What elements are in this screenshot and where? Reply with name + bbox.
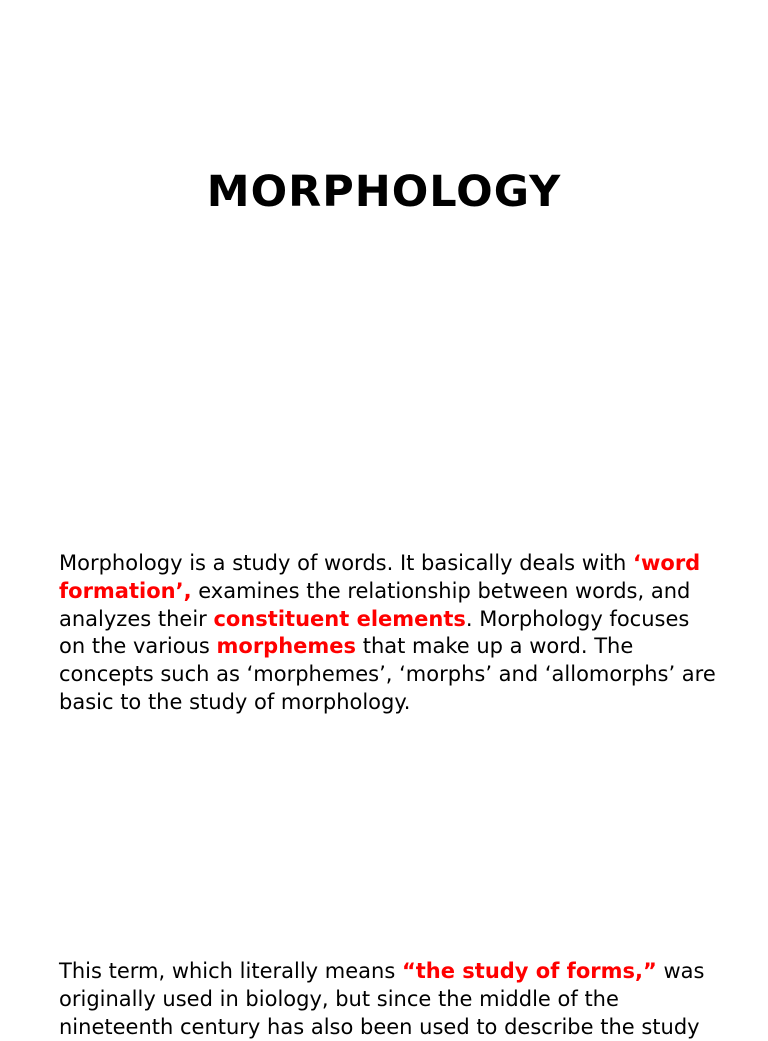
paragraph-text: was originally used in biology, but since the middle of the nineteenth century has also been used to describe the study — [59, 959, 705, 1039]
highlight-study-of-forms: “the study of forms,” — [401, 959, 657, 983]
highlight-morphemes: morphemes — [216, 634, 357, 659]
paragraph-text: examines the relationship between words, and analyzes their — [59, 578, 691, 631]
paragraph-text: Morphology is a study of words. It basically deals with — [59, 551, 634, 575]
paragraph-etymology — [59, 958, 719, 1041]
paragraph-text: . Morphology focuses on the various — [59, 606, 690, 659]
highlight-word-formation: ‘word formation’, — [59, 551, 701, 603]
highlight-constituent-elements: constituent elements — [213, 606, 466, 631]
paragraph-definition — [59, 550, 719, 717]
slide-title: MORPHOLOGY — [206, 167, 562, 217]
paragraph-text: that make up a word. The concepts such as ‘morphemes’, ‘morphs’ and ‘allomorphs’ are basic to the study of morphology. — [59, 634, 716, 714]
paragraph-text: This term, which literally means — [59, 959, 402, 983]
